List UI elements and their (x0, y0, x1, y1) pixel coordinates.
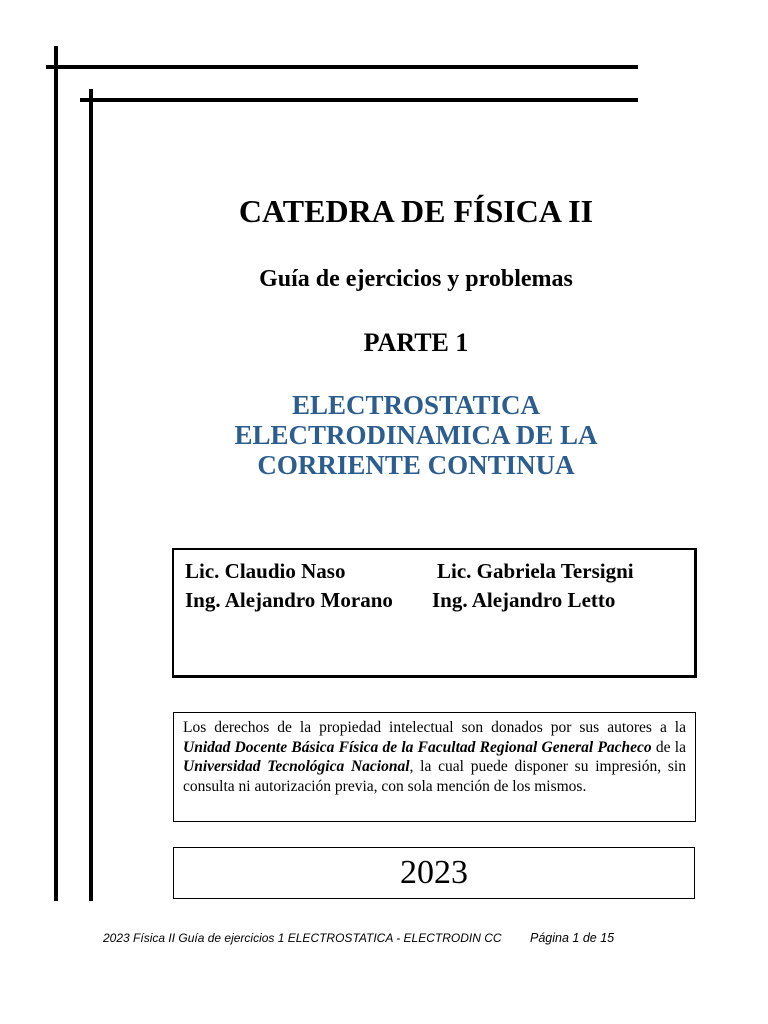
rights-text: Los derechos de la propiedad intelectual son donados por sus autores a la (183, 719, 686, 736)
rights-text: , la cual puede disponer su impresión, sin consulta ni autorización previa, con sola mención de los mismos. (183, 758, 686, 795)
topic-line: ELECTROSTATICA (291, 390, 541, 420)
border-rule-vertical-outer (54, 46, 58, 901)
subtitle: Guía de ejercicios y problemas (259, 266, 573, 292)
part-label: PARTE 1 (363, 328, 469, 357)
rights-university: Universidad Tecnológica Nacional (183, 758, 410, 775)
author-name: Lic. Claudio Naso (185, 559, 346, 583)
page-title: CATEDRA DE FÍSICA II (238, 193, 594, 229)
authors-box (172, 548, 697, 678)
topics-block (90, 390, 742, 480)
author-name: Lic. Gabriela Tersigni (437, 559, 634, 583)
topic-line: CORRIENTE CONTINUA (257, 450, 575, 480)
year: 2023 (400, 854, 468, 891)
page-number: Página 1 de 15 (530, 931, 615, 945)
border-rule-horizontal-outer (46, 65, 638, 69)
rights-notice (173, 712, 696, 822)
rights-text: de la (651, 738, 686, 756)
border-rule-horizontal-inner (80, 98, 638, 102)
rights-institution: Unidad Docente Básica Física de la Facultad Regional General Pacheco (183, 738, 652, 756)
author-name: Ing. Alejandro Letto (432, 588, 616, 612)
footer-text: 2023 Física II Guía de ejercicios 1 ELECTROSTATICA - ELECTRODIN CC (103, 931, 502, 945)
topic-line: ELECTRODINAMICA DE LA (234, 420, 598, 450)
author-name: Ing. Alejandro Morano (185, 588, 393, 612)
year-box (173, 847, 695, 899)
